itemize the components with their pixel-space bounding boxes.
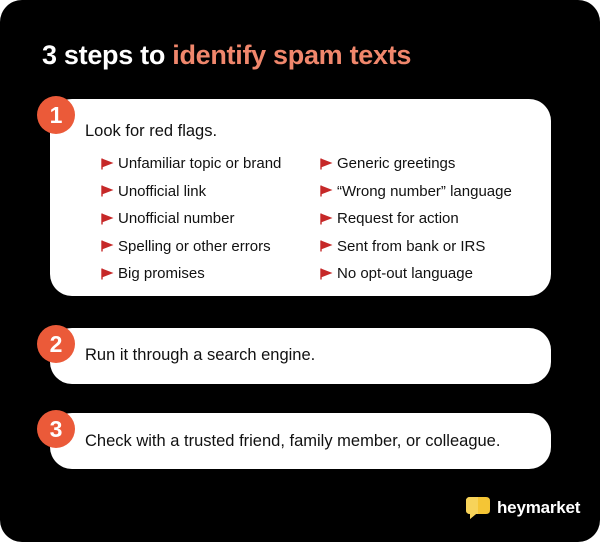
red-flag-icon (101, 185, 114, 197)
red-flag-item (320, 233, 512, 261)
red-flag-item (101, 260, 281, 288)
red-flag-label: Request for action (337, 210, 459, 228)
red-flag-label: No opt-out language (337, 265, 473, 283)
brand-name: heymarket (497, 498, 581, 517)
red-flag-label: Unofficial number (118, 210, 235, 228)
red-flag-item (101, 150, 281, 178)
red-flags-right-column (320, 150, 512, 288)
red-flag-icon (320, 158, 333, 170)
red-flag-item (320, 150, 512, 178)
red-flag-item (320, 205, 512, 233)
red-flag-label: “Wrong number” language (337, 182, 512, 200)
red-flags-left-column (101, 150, 281, 288)
red-flag-label: Big promises (118, 265, 205, 283)
red-flag-icon (320, 185, 333, 197)
page-title (42, 40, 411, 71)
red-flag-item (101, 205, 281, 233)
title-prefix: 3 steps to (42, 40, 173, 70)
red-flag-icon (320, 213, 333, 225)
red-flag-icon (101, 268, 114, 280)
red-flag-label: Unfamiliar topic or brand (118, 155, 282, 173)
red-flag-label: Unofficial link (118, 182, 207, 200)
red-flag-item (320, 178, 512, 206)
red-flag-icon (101, 158, 114, 170)
red-flag-item (320, 260, 512, 288)
brand-logo (465, 496, 580, 520)
red-flag-icon (320, 268, 333, 280)
step-1-badge: 1 (37, 96, 75, 134)
red-flag-label: Generic greetings (337, 155, 456, 173)
step-3-badge: 3 (37, 410, 75, 448)
red-flag-icon (101, 213, 114, 225)
step-2-badge: 2 (37, 325, 75, 363)
red-flag-label: Spelling or other errors (118, 237, 271, 255)
red-flag-icon (101, 240, 114, 252)
step-1-text: Look for red flags. (85, 122, 218, 140)
red-flag-item (101, 233, 281, 261)
red-flag-label: Sent from bank or IRS (337, 237, 486, 255)
step-3-text: Check with a trusted friend, family member, or colleague. (85, 432, 501, 450)
red-flag-item (101, 178, 281, 206)
chat-bubble-icon (465, 496, 491, 520)
title-highlight: identify spam texts (172, 40, 412, 70)
step-2-text: Run it through a search engine. (85, 346, 316, 364)
red-flag-icon (320, 240, 333, 252)
